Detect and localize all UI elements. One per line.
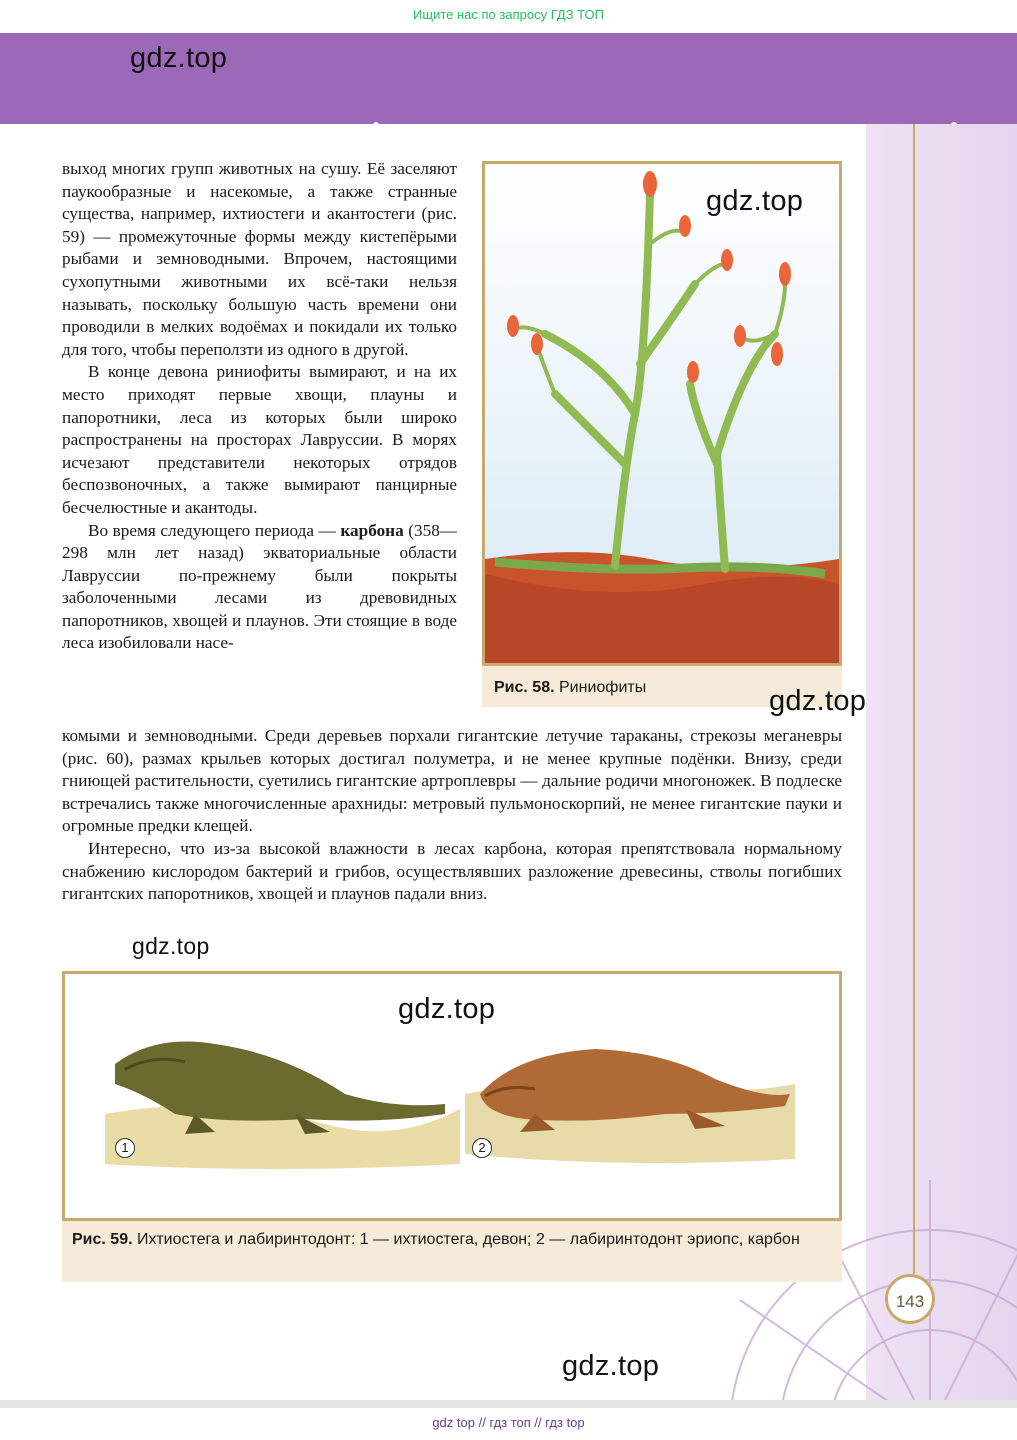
watermark: gdz.top — [769, 685, 867, 717]
paragraph: Интересно, что из-за высокой влажности в лесах карбона, которая препятствовала нормальному снабжению кислородом бактерий и грибов, осуществлявших разложение древесины, стволы погибших гигантских папоротников, хвощей и плаунов падали вниз. — [62, 838, 842, 904]
text-wide — [62, 725, 842, 906]
paragraph: Во время следующего периода — карбона (358—298 млн лет назад) экваториальные области Лавруссии по-прежнему были покрыты заболоченными лесами из древовидных папоротников, хвощей и плаунов. Эти стоящие в воде леса изобиловали насе- — [62, 520, 457, 653]
page-number: 143 — [885, 1274, 935, 1324]
animal-silhouette-strip-icon — [22, 121, 982, 147]
page-bottom-edge — [0, 1400, 1017, 1408]
watermark: gdz.top — [130, 42, 228, 74]
figure-58-frame — [482, 161, 842, 666]
figure-59-caption: Рис. 59. Ихтиостега и лабиринтодонт: 1 — ихтиостега, девон; 2 — лабиринтодонт эриопс, карбон — [62, 1221, 842, 1282]
footer-note: gdz top // гдз топ // гдз top — [0, 1408, 1017, 1440]
paragraph: В конце девона риниофиты вымирают, и на их место приходят первые хвощи, плауны и папоротники, леса из которых были широко распространены на просторах Лавруссии. В морях исчезают представители некоторых отрядов беспозвоночных, а также вымирают панцирные бесчелюстные и акантоды. — [62, 362, 457, 517]
top-note: Ищите нас по запросу ГДЗ ТОП — [0, 0, 1017, 32]
figure-58 — [482, 161, 842, 707]
watermark: gdz.top — [706, 185, 804, 217]
paragraph: выход многих групп животных на сушу. Её заселяют паукообразные и насекомые, а также странные существа, например, ихтиостеги и акантостеги (рис. 59) — промежуточные формы между кистепёрыми рыбами и земноводными. Впрочем, настоящими сухопутными животными их всё-таки нельзя называть, поскольку большую часть времени они проводили в мелких водоёмах и покидали их только для того, чтобы переползти из одного в другой. — [62, 159, 457, 359]
watermark: gdz.top — [132, 933, 210, 959]
figure-marker-1: 1 — [115, 1138, 135, 1158]
watermark: gdz.top — [398, 993, 496, 1025]
term-bold: карбона — [340, 520, 404, 540]
paragraph: комыми и земноводными. Среди деревьев порхали гигантские летучие тараканы, стрекозы меганевры (рис. 60), размах крыльев которых достигал полуметра, и не менее крупные подёнки. Внизу, среди гниющей растительности, суетились гигантские артроплевры — дальние родичи многоножек. В подлеске встречались также многочисленные арахниды: метровый пульмоноскорпий, не менее гигантские пауки и огромные предки клещей. — [62, 726, 842, 836]
text-column — [62, 158, 457, 655]
page-number-rule — [913, 124, 915, 1274]
rhyniophyte-illustration — [485, 164, 839, 663]
figure-58-caption: Рис. 58. Риниофиты — [482, 666, 842, 707]
watermark: gdz.top — [562, 1350, 660, 1382]
figure-marker-2: 2 — [472, 1138, 492, 1158]
